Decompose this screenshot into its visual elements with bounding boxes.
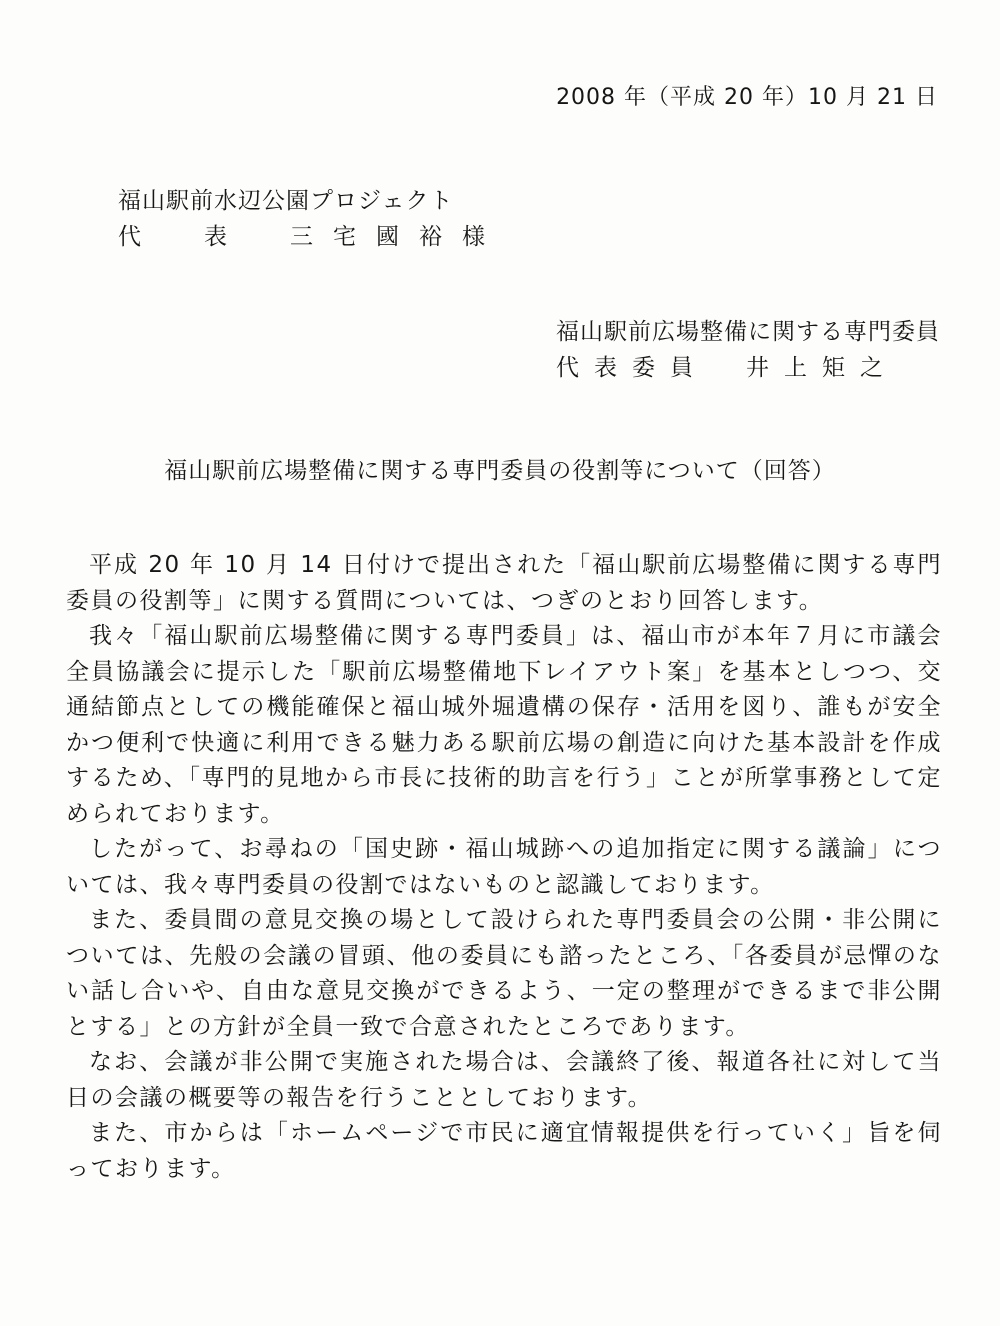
recipient-block xyxy=(118,183,505,255)
recipient-title: 福山駅前水辺公園プロジェクト xyxy=(118,188,454,214)
recipient-name: 代 表 三宅國裕様 xyxy=(118,224,505,250)
body-paragraph: したがって、お尋ねの「国史跡・福山城跡への追加指定に関する議論」については、我々専門委員の役割ではないものと認識しております。 xyxy=(66,836,942,898)
sender-block xyxy=(556,314,940,386)
body-paragraph: また、市からは「ホームページで市民に適宜情報提供を行っていく」旨を伺っております。 xyxy=(66,1120,942,1182)
letter-subject: 福山駅前広場整備に関する専門委員の役割等について（回答） xyxy=(164,458,836,484)
body-paragraph: 我々「福山駅前広場整備に関する専門委員」は、福山市が本年７月に市議会全員協議会に提示した「駅前広場整備地下レイアウト案」を基本としつつ、交通結節点としての機能確保と福山城外堀遺構の保存・活用を図り、誰もが安全かつ便利で快適に利用できる魅力ある駅前広場の創造に向けた基本設計を作成するため、「専門的見地から市長に技術的助言を行う」ことが所掌事務として定められております。 xyxy=(66,623,943,827)
body-paragraph: 平成 20 年 10 月 14 日付けで提出された「福山駅前広場整備に関する専門委員の役割等」に関する質問については、つぎのとおり回答します。 xyxy=(66,552,942,614)
sender-name: 代表委員 井上矩之 xyxy=(556,355,898,381)
sender-organization: 福山駅前広場整備に関する専門委員 xyxy=(556,319,940,345)
letter-body xyxy=(66,548,942,1187)
body-paragraph: なお、会議が非公開で実施された場合は、会議終了後、報道各社に対して当日の会議の概要等の報告を行うこととしております。 xyxy=(66,1049,943,1111)
body-paragraph: また、委員間の意見交換の場として設けられた専門委員会の公開・非公開については、先般の会議の冒頭、他の委員にも諮ったところ、「各委員が忌憚のない話し合いや、自由な意見交換ができるよう、一定の整理ができるまで非公開とする」との方針が全員一致で合意されたところであります。 xyxy=(66,907,943,1040)
letter-date: 2008 年（平成 20 年）10 月 21 日 xyxy=(556,85,938,110)
